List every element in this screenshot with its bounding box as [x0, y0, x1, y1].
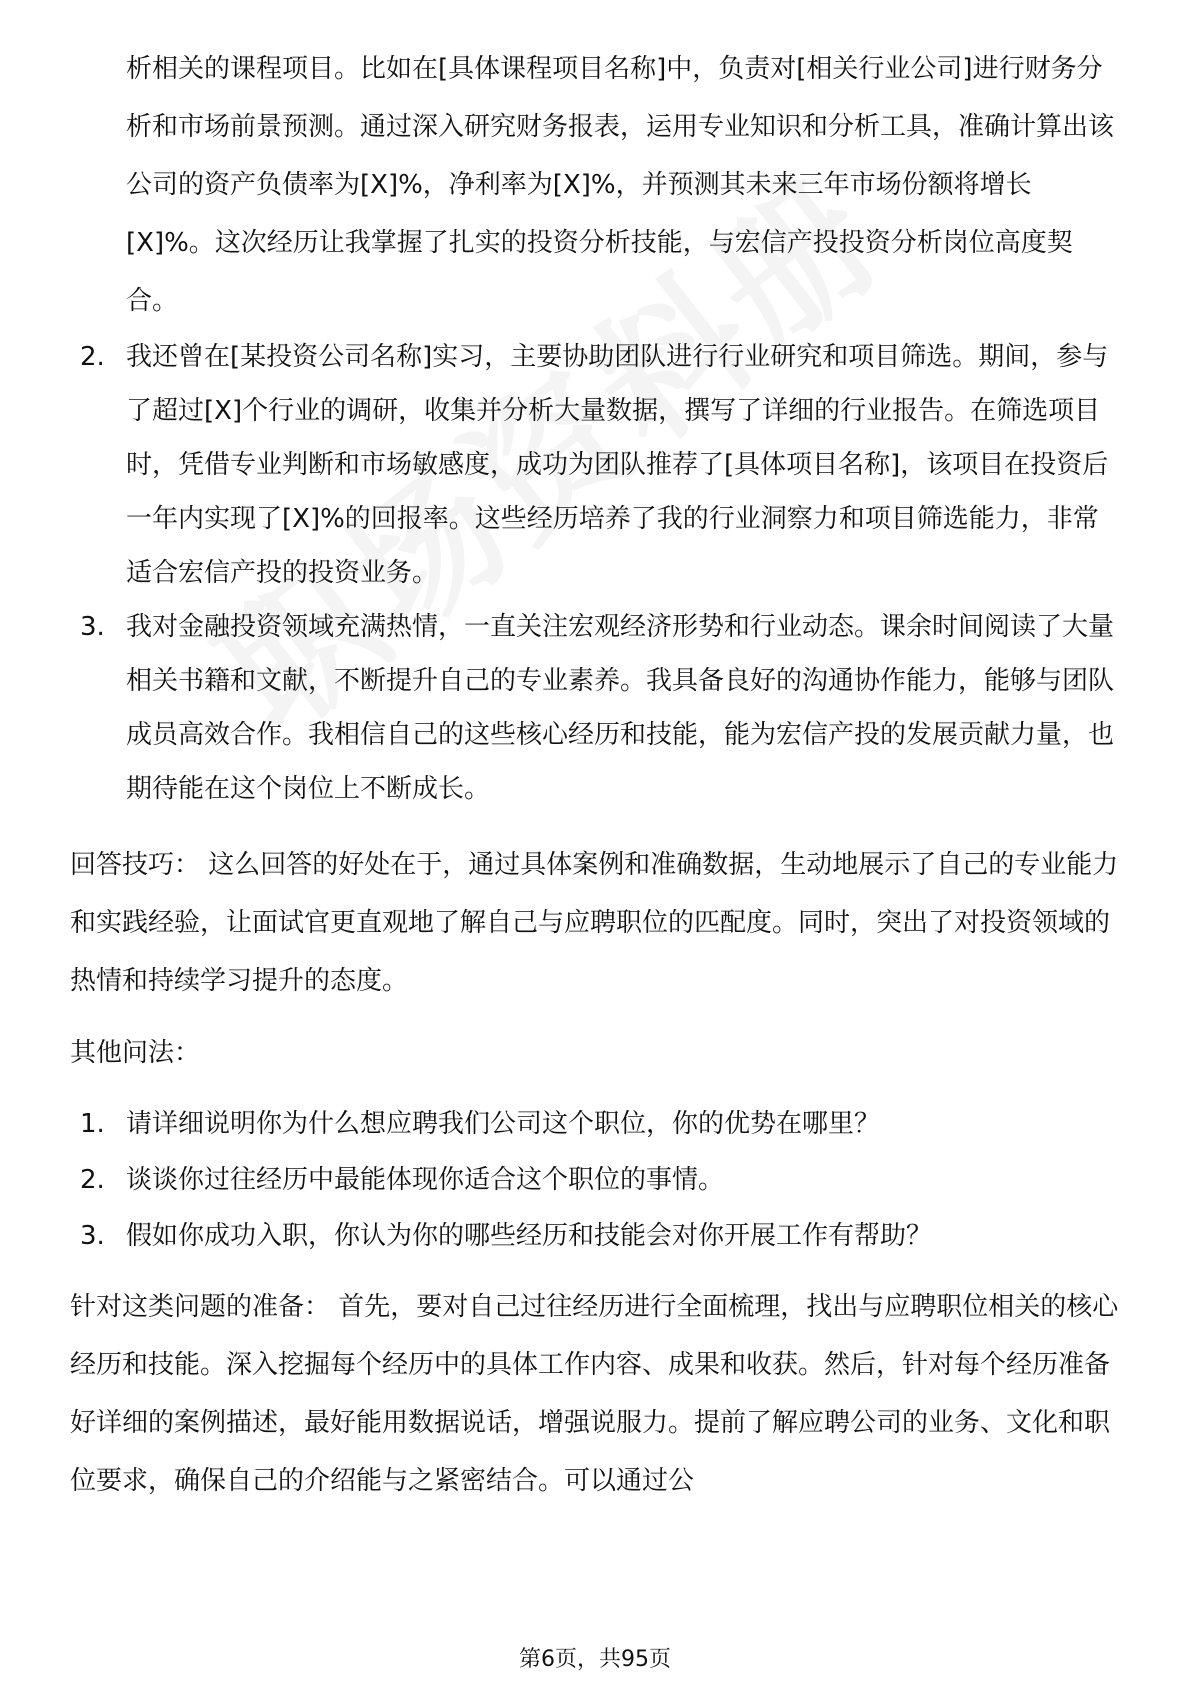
list-item: [70, 1208, 1120, 1264]
list-item: [70, 600, 1120, 816]
list-item-text: 我还曾在[某投资公司名称]实习，主要协助团队进行行业研究和项目筛选。期间，参与了超过[X]个行业的调研，收集并分析大量数据，撰写了详细的行业报告。在筛选项目时，凭借专业判断和市场敏感度，成功为团队推荐了[具体项目名称]，该项目在投资后一年内实现了[X]%的回报率。这些经历培养了我的行业洞察力和项目筛选能力，非常适合宏信产投的投资业务。: [126, 342, 1109, 588]
continuation-paragraph: 析相关的课程项目。比如在[具体课程项目名称]中，负责对[相关行业公司]进行财务分析和市场前景预测。通过深入研究财务报表，运用专业知识和分析工具，准确计算出该公司的资产负债率为[X]%，净利率为[X]%，并预测其未来三年市场份额将增长[X]%。这次经历让我掌握了扎实的投资分析技能，与宏信产投投资分析岗位高度契合。: [126, 54, 1115, 316]
list-item-number: 2.: [80, 1165, 105, 1195]
answer-list: [70, 330, 1120, 816]
page-content: [70, 40, 1120, 1510]
list-item-text: 我对金融投资领域充满热情，一直关注宏观经济形势和行业动态。课余时间阅读了大量相关书籍和文献，不断提升自己的专业素养。我具备良好的沟通协作能力，能够与团队成员高效合作。我相信自己的这些核心经历和技能，能为宏信产投的发展贡献力量，也期待能在这个岗位上不断成长。: [126, 612, 1115, 804]
preparation-paragraph: 针对这类问题的准备： 首先，要对自己过往经历进行全面梳理，找出与应聘职位相关的核心经历和技能。深入挖掘每个经历中的具体工作内容、成果和收获。然后，针对每个经历准备好详细的案例描述，最好能用数据说话，增强说服力。提前了解应聘公司的业务、文化和职位要求，确保自己的介绍能与之紧密结合。可以通过公: [70, 1292, 1119, 1496]
list-item-number: 3.: [80, 1221, 105, 1251]
tips-paragraph: 回答技巧： 这么回答的好处在于，通过具体案例和准确数据，生动地展示了自己的专业能力和实践经验，让面试官更直观地了解自己与应聘职位的匹配度。同时，突出了对投资领域的热情和持续学习提升的态度。: [70, 850, 1119, 996]
other-questions-list: [70, 1096, 1120, 1264]
list-item: [70, 1096, 1120, 1152]
list-item-text: 假如你成功入职，你认为你的哪些经历和技能会对你开展工作有帮助？: [126, 1221, 933, 1251]
page-number-footer: 第6页，共95页: [519, 1647, 671, 1672]
list-item-number: 1.: [80, 1109, 105, 1139]
other-questions-heading: 其他问法：: [70, 1038, 201, 1068]
list-item: [70, 330, 1120, 600]
list-item-number: 2.: [80, 342, 105, 372]
list-item: [70, 1152, 1120, 1208]
list-item-text: 请详细说明你为什么想应聘我们公司这个职位，你的优势在哪里？: [126, 1109, 881, 1139]
list-item-text: 谈谈你过往经历中最能体现你适合这个职位的事情。: [126, 1165, 725, 1195]
list-item-number: 3.: [80, 612, 105, 642]
